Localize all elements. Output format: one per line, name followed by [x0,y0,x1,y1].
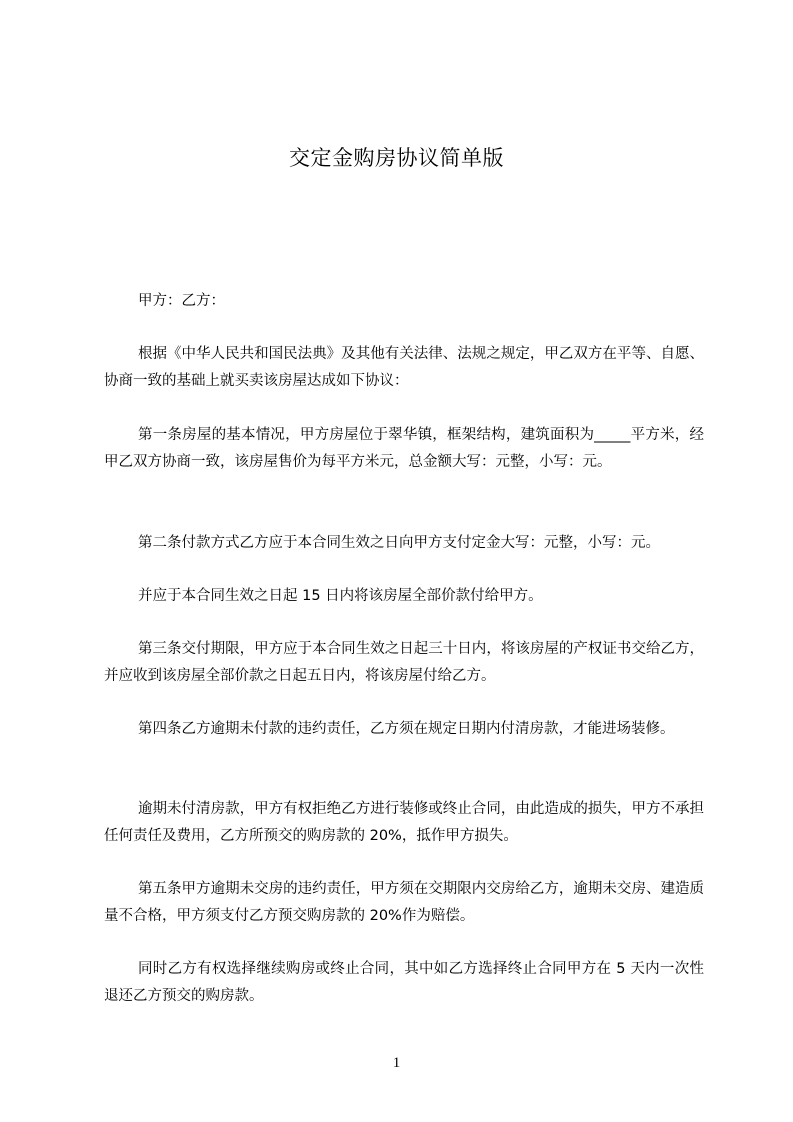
paragraph-article-1: 第一条房屋的基本情况，甲方房屋位于翠华镇，框架结构，建筑面积为_____平方米，经甲乙双方协商一致，该房屋售价为每平方米元，总金额大写：元整，小写：元。 [104,427,704,470]
paragraph-parties: 甲方：乙方： [138,293,225,309]
page-number: 1 [392,1055,401,1071]
paragraph-article-4: 第四条乙方逾期未付款的违约责任，乙方须在规定日期内付清房款，才能进场装修。 [138,721,675,737]
paragraph-article-2-cont: 并应于本合同生效之日起 15 日内将该房屋全部价款付给甲方。 [138,588,543,604]
paragraph-article-5: 第五条甲方逾期未交房的违约责任，甲方须在交期限内交房给乙方，逾期未交房、建造质量不合格，甲方须支付乙方预交购房款的 20%作为赔偿。 [104,881,704,924]
paragraph-article-5-cont: 同时乙方有权选择继续购房或终止合同，其中如乙方选择终止合同甲方在 5 天内一次性退还乙方预交的购房款。 [104,961,704,1004]
paragraph-article-2: 第二条付款方式乙方应于本合同生效之日向甲方支付定金大写：元整，小写：元。 [138,535,660,551]
paragraph-article-4-cont: 逾期未付清房款，甲方有权拒绝乙方进行装修或终止合同，由此造成的损失，甲方不承担任何责任及费用，乙方所预交的购房款的 20%，抵作甲方损失。 [104,801,704,844]
document-title: 交定金购房协议简单版 [289,146,504,170]
paragraph-article-3: 第三条交付期限，甲方应于本合同生效之日起三十日内，将该房屋的产权证书交给乙方，并应收到该房屋全部价款之日起五日内，将该房屋付给乙方。 [104,641,704,684]
paragraph-preamble: 根据《中华人民共和国民法典》及其他有关法律、法规之规定，甲乙双方在平等、自愿、协商一致的基础上就买卖该房屋达成如下协议： [104,346,704,389]
